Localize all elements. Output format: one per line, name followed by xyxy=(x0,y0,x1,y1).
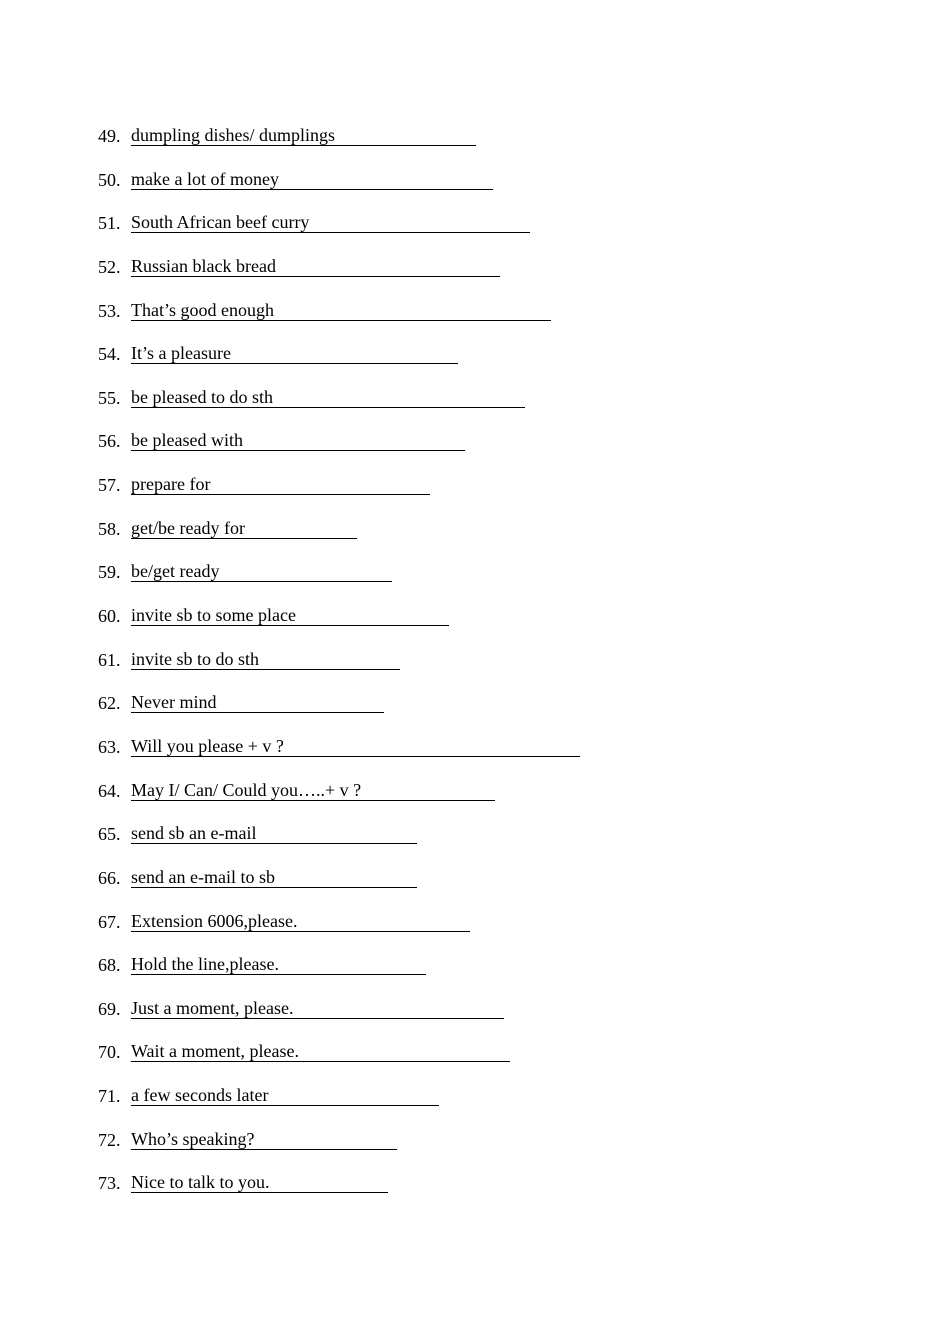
item-phrase: Russian black bread xyxy=(131,256,500,277)
item-phrase: be pleased to do sth xyxy=(131,387,525,408)
item-number: 72. xyxy=(98,1129,121,1150)
item-number: 65. xyxy=(98,824,121,845)
item-phrase: Hold the line,please. xyxy=(131,954,426,975)
item-number: 52. xyxy=(98,256,121,277)
item-number: 64. xyxy=(98,780,121,801)
item-phrase: dumpling dishes/ dumplings xyxy=(131,125,476,146)
item-number: 73. xyxy=(98,1173,121,1194)
item-phrase: invite sb to do sth xyxy=(131,649,400,670)
item-phrase: be pleased with xyxy=(131,430,465,451)
item-phrase: invite sb to some place xyxy=(131,605,449,626)
item-phrase: May I/ Can/ Could you…..+ v ? xyxy=(131,780,495,801)
item-number: 54. xyxy=(98,344,121,365)
item-phrase: Never mind xyxy=(131,692,384,713)
item-phrase: send an e-mail to sb xyxy=(131,867,417,888)
item-phrase: a few seconds later xyxy=(131,1085,439,1106)
item-number: 62. xyxy=(98,693,121,714)
item-phrase: get/be ready for xyxy=(131,518,357,539)
item-number: 50. xyxy=(98,169,121,190)
item-number: 60. xyxy=(98,606,121,627)
item-number: 61. xyxy=(98,649,121,670)
item-phrase: South African beef curry xyxy=(131,212,530,233)
item-number: 67. xyxy=(98,911,121,932)
item-phrase: make a lot of money xyxy=(131,169,493,190)
item-number: 55. xyxy=(98,387,121,408)
item-phrase: That’s good enough xyxy=(131,300,551,321)
item-phrase: Just a moment, please. xyxy=(131,998,504,1019)
item-phrase: send sb an e-mail xyxy=(131,823,417,844)
item-number: 53. xyxy=(98,300,121,321)
item-number: 69. xyxy=(98,998,121,1019)
item-phrase: Extension 6006,please. xyxy=(131,911,470,932)
item-phrase: prepare for xyxy=(131,474,430,495)
item-number: 71. xyxy=(98,1086,121,1107)
item-phrase: Wait a moment, please. xyxy=(131,1041,510,1062)
item-number: 70. xyxy=(98,1042,121,1063)
item-phrase: Will you please + v ? xyxy=(131,736,580,757)
item-number: 56. xyxy=(98,431,121,452)
item-number: 57. xyxy=(98,475,121,496)
item-number: 68. xyxy=(98,955,121,976)
item-number: 51. xyxy=(98,213,121,234)
item-number: 66. xyxy=(98,867,121,888)
item-phrase: be/get ready xyxy=(131,561,392,582)
item-phrase: Nice to talk to you. xyxy=(131,1172,388,1193)
item-number: 49. xyxy=(98,126,121,146)
item-number: 63. xyxy=(98,736,121,757)
item-number: 58. xyxy=(98,518,121,539)
item-phrase: Who’s speaking? xyxy=(131,1129,397,1150)
item-phrase: It’s a pleasure xyxy=(131,343,458,364)
item-number: 59. xyxy=(98,562,121,583)
